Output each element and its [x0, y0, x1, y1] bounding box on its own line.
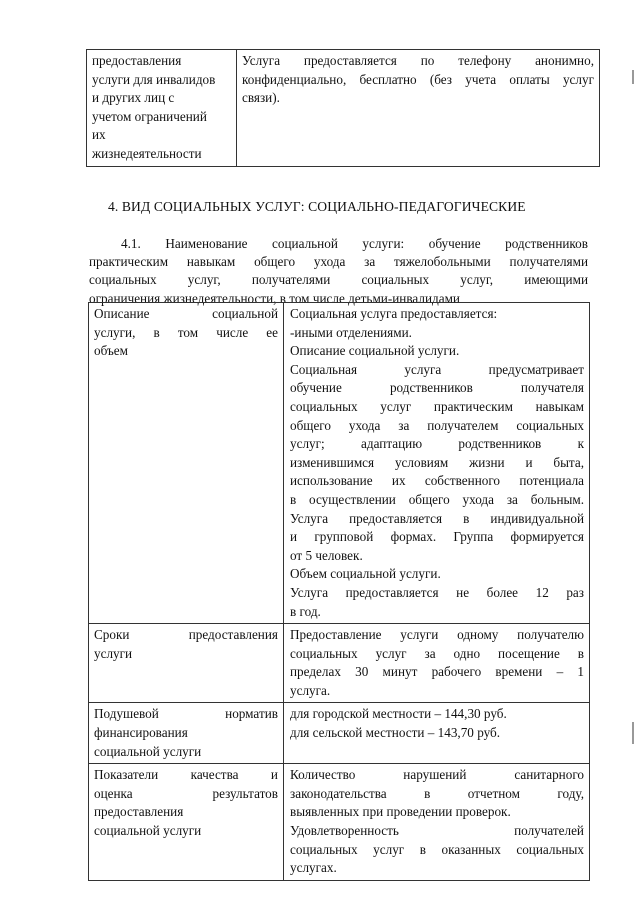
cell-line: для городской местности – 144,30 руб. [290, 706, 507, 722]
cell-line: от 5 человек. [290, 547, 363, 563]
table-row [89, 624, 590, 703]
cell-line: для сельской местности – 143,70 руб. [290, 725, 501, 741]
cell-line: изменившимся условиям жизни и быта, [290, 454, 584, 470]
cell-line: социальных услуг в оказанных социальных [290, 841, 584, 857]
table-row [89, 703, 590, 764]
cell-line: оценка результатов [94, 785, 278, 801]
value-cell [284, 703, 590, 764]
cell-line: законодательства в отчетном году, [290, 785, 584, 801]
cell-line: связи). [242, 90, 280, 106]
label-cell [89, 764, 284, 881]
cell-line: обучение родственников получателя [290, 380, 584, 396]
cell-line: услуги, в том числе ее [94, 324, 278, 340]
cell-line: Объем социальной услуги. [290, 566, 441, 582]
label-cell [89, 303, 284, 624]
cell-line: Социальная услуга предоставляется: [290, 306, 498, 321]
cell-line: услуги [94, 645, 133, 661]
paragraph-line: ограничения жизнедеятельности, в том числе детьми-инвалидами [89, 290, 460, 306]
cell-line: -иными отделениями. [290, 324, 412, 340]
cell-line: Удовлетворенность получателей [290, 823, 584, 839]
cell-line: Услуга предоставляется по телефону анонимно, [242, 53, 594, 68]
table-row [89, 764, 590, 881]
paragraph-line: 4.1. Наименование социальной услуги: обучение родственников [121, 236, 588, 251]
cell-line: социальной услуги [94, 823, 202, 839]
cell-line: в год. [290, 603, 321, 619]
service-details-table [88, 302, 590, 881]
cell-line: использование их собственного потенциала [290, 473, 584, 489]
cell-line: объем [94, 343, 128, 359]
cell-line: в осуществлении общего ухода за больным. [290, 491, 584, 507]
cell-line: социальных услуг за одно посещение в [290, 645, 584, 661]
cell-line: услуги для инвалидов [92, 71, 216, 87]
cell-line: Услуга предоставляется в индивидуальной [290, 510, 584, 526]
cell-line: Описание социальной услуги. [290, 343, 460, 359]
table-row [89, 303, 590, 624]
table-row [87, 50, 600, 167]
cell-line: жизнедеятельности [92, 145, 202, 161]
cell-line: Подушевой норматив [94, 706, 278, 722]
cell-line: Показатели качества и [94, 767, 278, 783]
label-cell [89, 703, 284, 764]
label-cell [89, 624, 284, 703]
cell-line: учетом ограничений [92, 108, 207, 124]
paragraph-line: социальных услуг, получателями социальных услуг, имеющими [89, 272, 588, 288]
cell-line: предоставления [94, 804, 184, 820]
section-heading: 4. ВИД СОЦИАЛЬНЫХ УСЛУГ: СОЦИАЛЬНО-ПЕДАГОГИЧЕСКИЕ [108, 199, 526, 214]
cell-line: Предоставление услуги одному получателю [290, 627, 584, 643]
cell-line: услуга. [290, 682, 331, 698]
cell-line: Социальная услуга предусматривает [290, 361, 584, 377]
cell-line: услугах. [290, 860, 337, 876]
cell-line: социальной услуги [94, 743, 202, 759]
scan-edge-mark [632, 722, 634, 744]
cell-line: услуг; адаптацию родственников к [290, 436, 584, 452]
cell-line: их [92, 127, 106, 143]
cell-line: социальных услуг практическим навыкам [290, 398, 584, 414]
value-cell [237, 50, 600, 167]
service-name-paragraph [89, 235, 588, 308]
cell-line: выявленных при проведении проверок. [290, 804, 511, 820]
paragraph-line: практическим навыкам общего ухода за тяжелобольными получателями [89, 254, 588, 270]
label-cell [87, 50, 237, 167]
cell-line: Описание социальной [94, 306, 278, 321]
cell-line: и групповой формах. Группа формируется [290, 529, 584, 545]
cell-line: Услуга предоставляется не более 12 раз [290, 584, 584, 600]
cell-line: финансирования [94, 725, 188, 741]
cell-line: общего ухода за получателем социальных [290, 417, 584, 433]
cell-line: пределах 30 минут рабочего времени – 1 [290, 664, 584, 680]
cell-line: Сроки предоставления [94, 627, 278, 643]
value-cell [284, 303, 590, 624]
cell-line: предоставления [92, 53, 182, 68]
cell-line: конфиденциально, бесплатно (без учета оплаты услуг [242, 71, 594, 87]
value-cell [284, 624, 590, 703]
cell-line: и других лиц с [92, 90, 175, 106]
value-cell [284, 764, 590, 881]
scan-edge-mark [632, 70, 634, 84]
cell-line: Количество нарушений санитарного [290, 767, 584, 783]
top-service-table [86, 49, 600, 167]
